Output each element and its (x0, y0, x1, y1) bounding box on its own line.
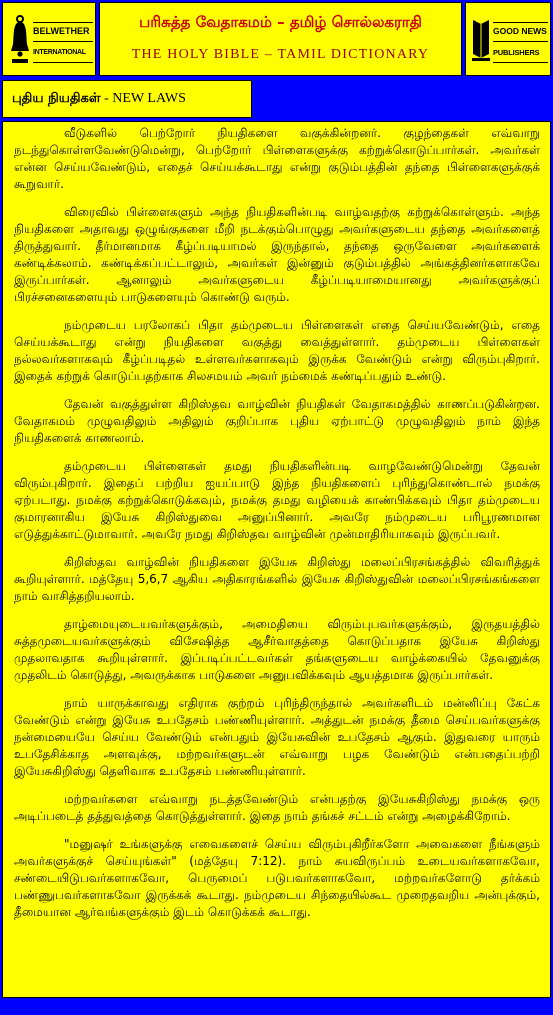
section-title-tamil: புதிய நியதிகள் (12, 91, 101, 106)
paragraph: நாம் யாருக்காவது எதிராக குற்றம் புரிந்திருந்தால் அவர்களிடம் மன்னிப்பு கேட்க வேண்டும் என்று இயேசு உபதேசம் பண்ணியுள்ளார். அத்துடன் நமக்கு தீமை செய்பவர்களுக்கு நன்மையையே செய்ய வேண்டும் என்பதும் இயேசுவின் உபதேசம் ஆகும். இதுவரை யாரும் உபதேசிக்காத அளவுக்கு, மற்றவர்களுடன் எவ்வாறு பழக வேண்டும் என்பதைப்பற்றி இயேசுகிறிஸ்து தெளிவாக உபதேசம் பண்ணியுள்ளார். (14, 696, 540, 778)
paragraph: "மனுஷர் உங்களுக்கு எவைகளைச் செய்ய விரும்புகிறீர்களோ அவைகளை நீங்களும் அவர்களுக்குச் செய்யுங்கள்" (மத்தேயு 7:12). நாம் சுயவிருப்பம் உடையவர்களாகவோ, சண்டையிடுபவர்களாகவோ, பெருமைப் படுபவர்களாகவோ, மற்றவர்களோடு தர்க்கம் பண்ணுபவர்களாகவோ இருக்கக் கூடாது. நம்முடைய சிந்தையில்கூட முறைதவறிய அன்புக்கும், தீமையான ஆர்வங்களுக்கும் இடம் கொடுக்கக் கூடாது. (14, 837, 540, 919)
paragraph: மற்றவர்களை எவ்வாறு நடத்தவேண்டும் என்பதற்கு இயேசுகிறிஸ்து நமக்கு ஒரு அடிப்படைத் தத்துவத்தை கொடுத்துள்ளார். இதை நாம் தங்கச் சட்டம் என்று அழைக்கிறோம். (14, 792, 540, 823)
bellwether-logo-text (33, 22, 93, 63)
paragraph: கிறிஸ்தவ வாழ்வின் நியதிகளை இயேசு கிறிஸ்து மலைப்பிரசங்கத்தில் விவரித்துக் கூறியுள்ளார். மத்தேயு 5,6,7 ஆகிய அதிகாரங்களில் இயேசு கிறிஸ்துவின் மலைப்பிரசங்கங்களை நாம் வாசித்தறியலாம். (14, 555, 540, 603)
paragraph: தேவன் வகுத்துள்ள கிறிஸ்தவ வாழ்வின் நியதிகள் வேதாகமத்தில் காணப்படுகின்றன. வேதாகமம் முழுவதிலும் அதிலும் குறிப்பாக புதிய ஏற்பாட்டு முழுவதிலும் நாம் இந்த நியதிகளைக் காணலாம். (14, 397, 540, 445)
logo-name-line: BELWETHER (33, 22, 93, 42)
paragraph: தாழ்மையுடையவர்களுக்கும், அமைதியை விரும்புபவர்களுக்கும், இருதயத்தில் சுத்தமுடையவர்களுக்கும் விசேஷித்த ஆசீர்வாதத்தை கொடுப்பதாக இயேசு கிறிஸ்து முதலாவதாக கூறியுள்ளார். இப்படிப்பட்டவர்கள் தங்களுடைய வாழ்க்கையில் தேவனுக்கு முதலிடம் கொடுத்து, அவருக்காக பாடுகளை அனுபவிக்கவும் ஆயத்தமாக இருப்பார்கள். (14, 617, 540, 682)
good-news-logo-text (493, 22, 548, 63)
paragraph: வீடுகளில் பெற்றோர் நியதிகளை வகுக்கின்றனர். குழந்தைகள் எவ்வாறு நடந்துகொள்ளவேண்டுமென்று, பெற்றோர் பிள்ளைகளுக்கு கற்றுக்கொடுப்பார்கள். அவர்கள் என்ன செய்யவேண்டும், எதைச் செய்யக்கூடாது என்று குடும்பத்தின் தந்தை பிள்ளைகளுக்குக் கூறுவார். (14, 126, 540, 191)
section-heading-box (2, 80, 252, 118)
book-icon (471, 18, 491, 62)
logo-name-line: GOOD NEWS (493, 22, 548, 42)
logo-subtitle-line: INTERNATIONAL (33, 42, 93, 63)
section-title-english: - NEW LAWS (104, 91, 186, 106)
title-english: THE HOLY BIBLE – TAMIL DICTIONARY (131, 47, 430, 62)
paragraph: விரைவில் பிள்ளைகளும் அந்த நியதிகளின்படி வாழ்வதற்கு கற்றுக்கொள்ளும். அந்த நியதிகளை அதாவது ஒழுங்குகளை மீறி நடக்கும்பொழுது அவர்களுடைய தந்தை அவர்களைத் திருத்துவார். தீர்மானமாக கீழ்ப்படியாமல் இருந்தால், தந்தை ஒருவேளை அவர்களைக் கண்டிக்கலாம். கண்டிக்கப்பட்டாலும், அவர்கள் இன்னும் குடும்பத்தில் அங்கத்தினர்களாகவே இருப்பார்கள். ஆனாலும் அவர்களுடைய கீழ்ப்படியாமையானது அவர்களுக்குப் பிரச்சனைகளையும் பாடுகளையும் கொண்டு வரும். (14, 205, 540, 304)
logo-subtitle-line: PUBLISHERS (493, 42, 548, 63)
bellwether-logo (2, 2, 96, 76)
good-news-publishers-logo (465, 2, 551, 76)
paragraph: தம்முடைய பிள்ளைகள் தமது நியதிகளின்படி வாழவேண்டுமென்று தேவன் விரும்புகிறார். இதைப் பற்றிய ஐயப்பாடு இந்த நியதிகளைப் புரிந்துகொண்டால் நமக்கு ஏற்படாது. நமக்கு கற்றுக்கொடுக்கவும், நமக்கு தமது வழியைக் காண்பிக்கவும் பிதா தம்முடைய குமாரனாகிய இயேசு கிறிஸ்துவை அனுப்பினார். அவரே நம்முடைய பரிபூரணமான எடுத்துக்காட்டுமாவார். அவரே நமது கிறிஸ்தவ வாழ்வின் முன்மாதிரியாகவும் இருப்பவர். (14, 459, 540, 541)
title-tamil: பரிசுத்த வேதாகமம் – தமிழ் சொல்லகராதி (139, 13, 422, 31)
paragraph: நம்முடைய பரலோகப் பிதா தம்முடைய பிள்ளைகள் எதை செய்யவேண்டும், எதை செய்யக்கூடாது என்று நியதிகளை வகுத்து வைத்துள்ளார். தம்முடைய பிள்ளைகள் நல்லவர்களாகவும் கீழ்ப்படிதல் உள்ளவர்களாகவும் இருக்க வேண்டும் என்று விரும்புகிறார். இதைக் கற்றுக் கொடுப்பதற்காக சிலசமயம் அவர் நம்மைக் கண்டிப்பதும் உண்டு. (14, 318, 540, 383)
bell-icon (9, 14, 31, 66)
dictionary-title-banner (99, 2, 462, 76)
article-body (2, 121, 551, 998)
section-title (12, 89, 186, 109)
